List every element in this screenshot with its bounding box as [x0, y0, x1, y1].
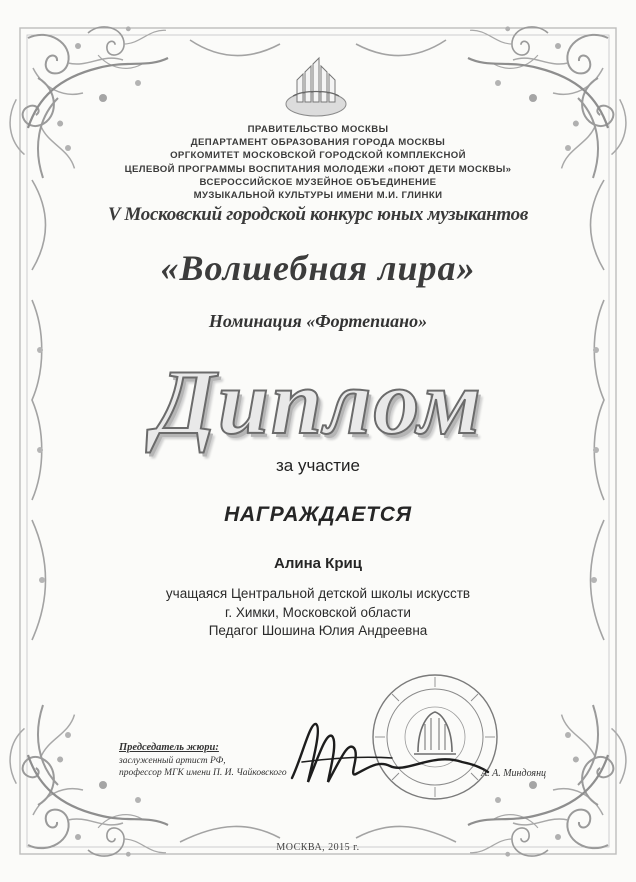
organizer-line: МУЗЫКАЛЬНОЙ КУЛЬТУРЫ ИМЕНИ М.И. ГЛИНКИ — [193, 190, 443, 202]
jury-credentials-line: профессор МГК имени П. И. Чайковского — [119, 768, 287, 779]
contest-title: V Московский городской конкурс юных музыкантов — [107, 204, 529, 225]
organizer-line: ОРГКОМИТЕТ МОСКОВСКОЙ ГОРОДСКОЙ КОМПЛЕКСНОЙ — [170, 150, 466, 162]
organizer-line: ПРАВИТЕЛЬСТВО МОСКВЫ — [247, 124, 389, 135]
recipient-detail-line: Педагог Шошина Юлия Андреевна — [208, 623, 428, 639]
recipient-detail-line: г. Химки, Московской области — [225, 604, 411, 620]
recipient-detail-line: учащаяся Центральной детской школы искусств — [165, 586, 471, 601]
organizer-line: ДЕПАРТАМЕНТ ОБРАЗОВАНИЯ ГОРОДА МОСКВЫ — [190, 137, 446, 149]
jury-credentials-line: заслуженный артист РФ, — [119, 755, 226, 766]
jury-block — [119, 742, 287, 780]
chairman-signature — [282, 712, 492, 792]
organizer-line: ВСЕРОССИЙСКОЕ МУЗЕЙНОЕ ОБЪЕДИНЕНИЕ — [199, 176, 437, 188]
recipient-name: Алина Криц — [274, 555, 362, 572]
lyre-emblem-icon — [283, 52, 349, 120]
signer-name: А. А. Миндоянц — [481, 768, 547, 779]
place-and-year: МОСКВА, 2015 г. — [276, 842, 360, 853]
jury-chair-label: Председатель жюри: — [119, 742, 219, 753]
awarded-label: НАГРАЖДАЕТСЯ — [224, 503, 412, 526]
organizers-block — [0, 123, 636, 202]
document-title: Диплом — [153, 351, 483, 453]
recipient-details — [0, 585, 636, 641]
organizer-line: ЦЕЛЕВОЙ ПРОГРАММЫ ВОСПИТАНИЯ МОЛОДЕЖИ «ПОЮТ ДЕТИ МОСКВЫ» — [124, 163, 512, 175]
nomination-label: Номинация «Фортепиано» — [208, 311, 428, 331]
contest-name: «Волшебная лира» — [160, 248, 476, 288]
participation-subtitle: за участие — [275, 456, 361, 475]
